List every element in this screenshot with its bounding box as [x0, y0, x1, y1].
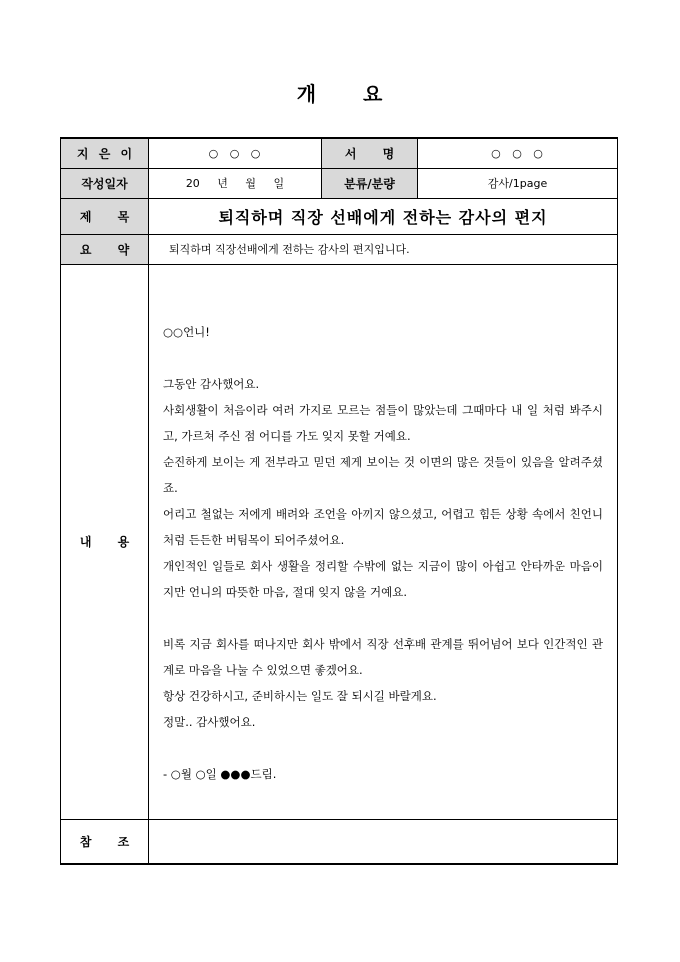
reference-label: 참 조 [61, 819, 149, 864]
content-line: 정말.. 감사했어요. [163, 714, 256, 729]
category-label: 분류/분량 [322, 168, 418, 198]
content-line: 그동안 감사했어요. [163, 376, 260, 391]
subject-label: 제 목 [61, 198, 149, 234]
date-label: 작성일자 [61, 168, 149, 198]
content-label: 내 용 [61, 264, 149, 819]
page-title: 개 요 [296, 82, 384, 106]
content-line: 개인적인 일들로 회사 생활을 정리할 수밖에 없는 지금이 많이 아쉽고 안타까운 마음이지만 언니의 따뜻한 마음, 절대 잊지 않을 거예요. [163, 558, 603, 599]
signature-value: ○ ○ ○ [418, 138, 618, 168]
summary-text: 퇴직하며 직장선배에게 전하는 감사의 편지입니다. [149, 234, 618, 264]
content-line: 순진하게 보이는 게 전부라고 믿던 제게 보이는 것 이면의 많은 것들이 있음을 알려주셨죠. [163, 454, 603, 495]
signature-label: 서 명 [322, 138, 418, 168]
reference-value [149, 819, 618, 864]
content-line: 어리고 철없는 저에게 배려와 조언을 아끼지 않으셨고, 어렵고 힘든 상황 속에서 친언니처럼 든든한 버팀목이 되어주셨어요. [163, 506, 603, 547]
document-title: 퇴직하며 직장 선배에게 전하는 감사의 편지 [149, 198, 618, 234]
category-value: 감사/1page [418, 168, 618, 198]
content-line: 항상 건강하시고, 준비하시는 일도 잘 되시길 바랄게요. [163, 688, 437, 703]
author-label: 지 은 이 [61, 138, 149, 168]
content-body [149, 264, 618, 819]
content-line: 사회생활이 처음이라 여러 가지로 모르는 점들이 많았는데 그때마다 내 일 처럼 봐주시고, 가르쳐 주신 점 어디를 가도 잊지 못할 거예요. [163, 402, 603, 443]
content-line: 비록 지금 회사를 떠나지만 회사 밖에서 직장 선후배 관계를 뛰어넘어 보다 인간적인 관계로 마음을 나눌 수 있었으면 좋겠어요. [163, 636, 603, 677]
closing-line: - ○월 ○일 ●●●드림. [163, 766, 277, 781]
date-value: 20 년 월 일 [149, 168, 322, 198]
greeting-line: ○○언니! [163, 324, 210, 339]
author-value: ○ ○ ○ [149, 138, 322, 168]
document-form-table [60, 137, 618, 865]
summary-label: 요 약 [61, 234, 149, 264]
